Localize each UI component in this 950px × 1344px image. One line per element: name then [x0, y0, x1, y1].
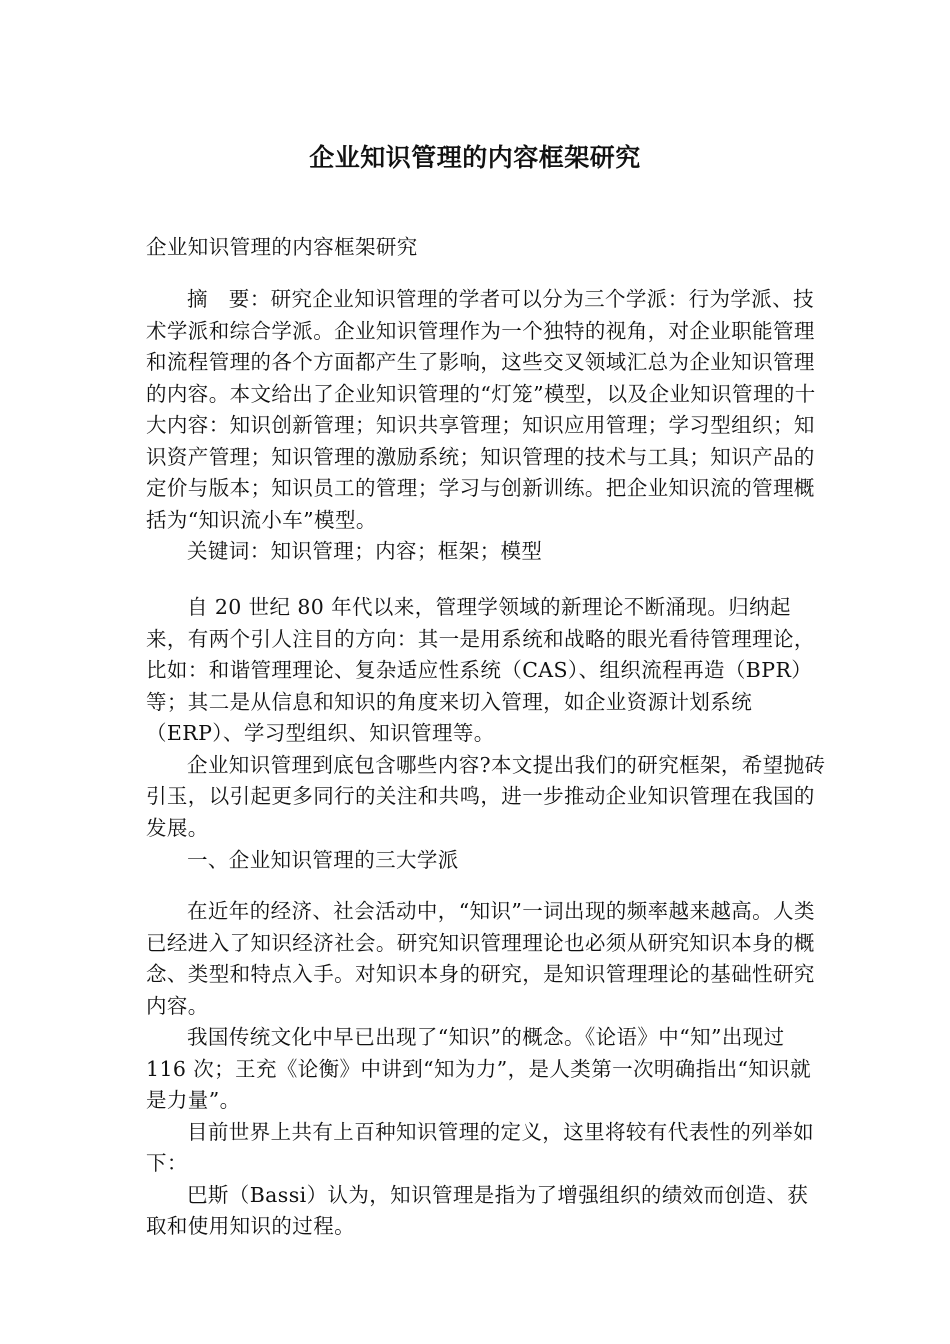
intro-paragraph-1: 自 20 世纪 80 年代以来，管理学领域的新理论不断涌现。归纳起来，有两个引人注目的方向：其一是用系统和战略的眼光看待管理理论，比如：和谐管理理论、复杂适应性系统（CAS）、组织流程再造（BPR）等；其二是从信息和知识的角度来切入管理，如企业资源计划系统（ERP）、学习型组织、知识管理等。 [146, 595, 815, 745]
abstract-paragraph: 摘 要：研究企业知识管理的学者可以分为三个学派：行为学派、技术学派和综合学派。企业知识管理作为一个独特的视角，对企业职能管理和流程管理的各个方面都产生了影响，这些交叉领域汇总为企业知识管理的内容。本文给出了企业知识管理的“灯笼”模型，以及企业知识管理的十大内容：知识创新管理；知识共享管理；知识应用管理；学习型组织；知识资产管理；知识管理的激励系统；知识管理的技术与工具；知识产品的定价与版本；知识员工的管理；学习与创新训练。把企业知识流的管理概括为“知识流小车”模型。 [146, 287, 816, 532]
section1-paragraph-2: 我国传统文化中早已出现了“知识”的概念。《论语》中“知”出现过 116 次；王充《论衡》中讲到“知为力”，是人类第一次明确指出“知识就是力量”。 [146, 1025, 812, 1112]
keywords-paragraph: 关键词：知识管理；内容；框架；模型 [187, 539, 543, 563]
section1-paragraph-3: 目前世界上共有上百种知识管理的定义，这里将较有代表性的列举如下： [146, 1119, 814, 1175]
section-heading: 一、企业知识管理的三大学派 [187, 848, 459, 872]
abstract-section [146, 284, 826, 568]
section1-paragraph-1: 在近年的经济、社会活动中，“知识”一词出现的频率越来越高。人类已经进入了知识经济社会。研究知识管理理论也必须从研究知识本身的概念、类型和特点入手。对知识本身的研究，是知识管理理论的基础性研究内容。 [146, 899, 815, 1018]
introduction-section [146, 592, 826, 844]
section1-paragraph-4: 巴斯（Bassi）认为，知识管理是指为了增强组织的绩效而创造、获取和使用知识的过程。 [146, 1182, 809, 1238]
document-title: 企业知识管理的内容框架研究 [309, 143, 641, 172]
document-subtitle: 企业知识管理的内容框架研究 [146, 235, 418, 259]
section-1-body [146, 896, 826, 1243]
intro-paragraph-2: 企业知识管理到底包含哪些内容?本文提出我们的研究框架，希望抛砖引玉，以引起更多同行的关注和共鸣，进一步推动企业知识管理在我国的发展。 [146, 752, 826, 840]
